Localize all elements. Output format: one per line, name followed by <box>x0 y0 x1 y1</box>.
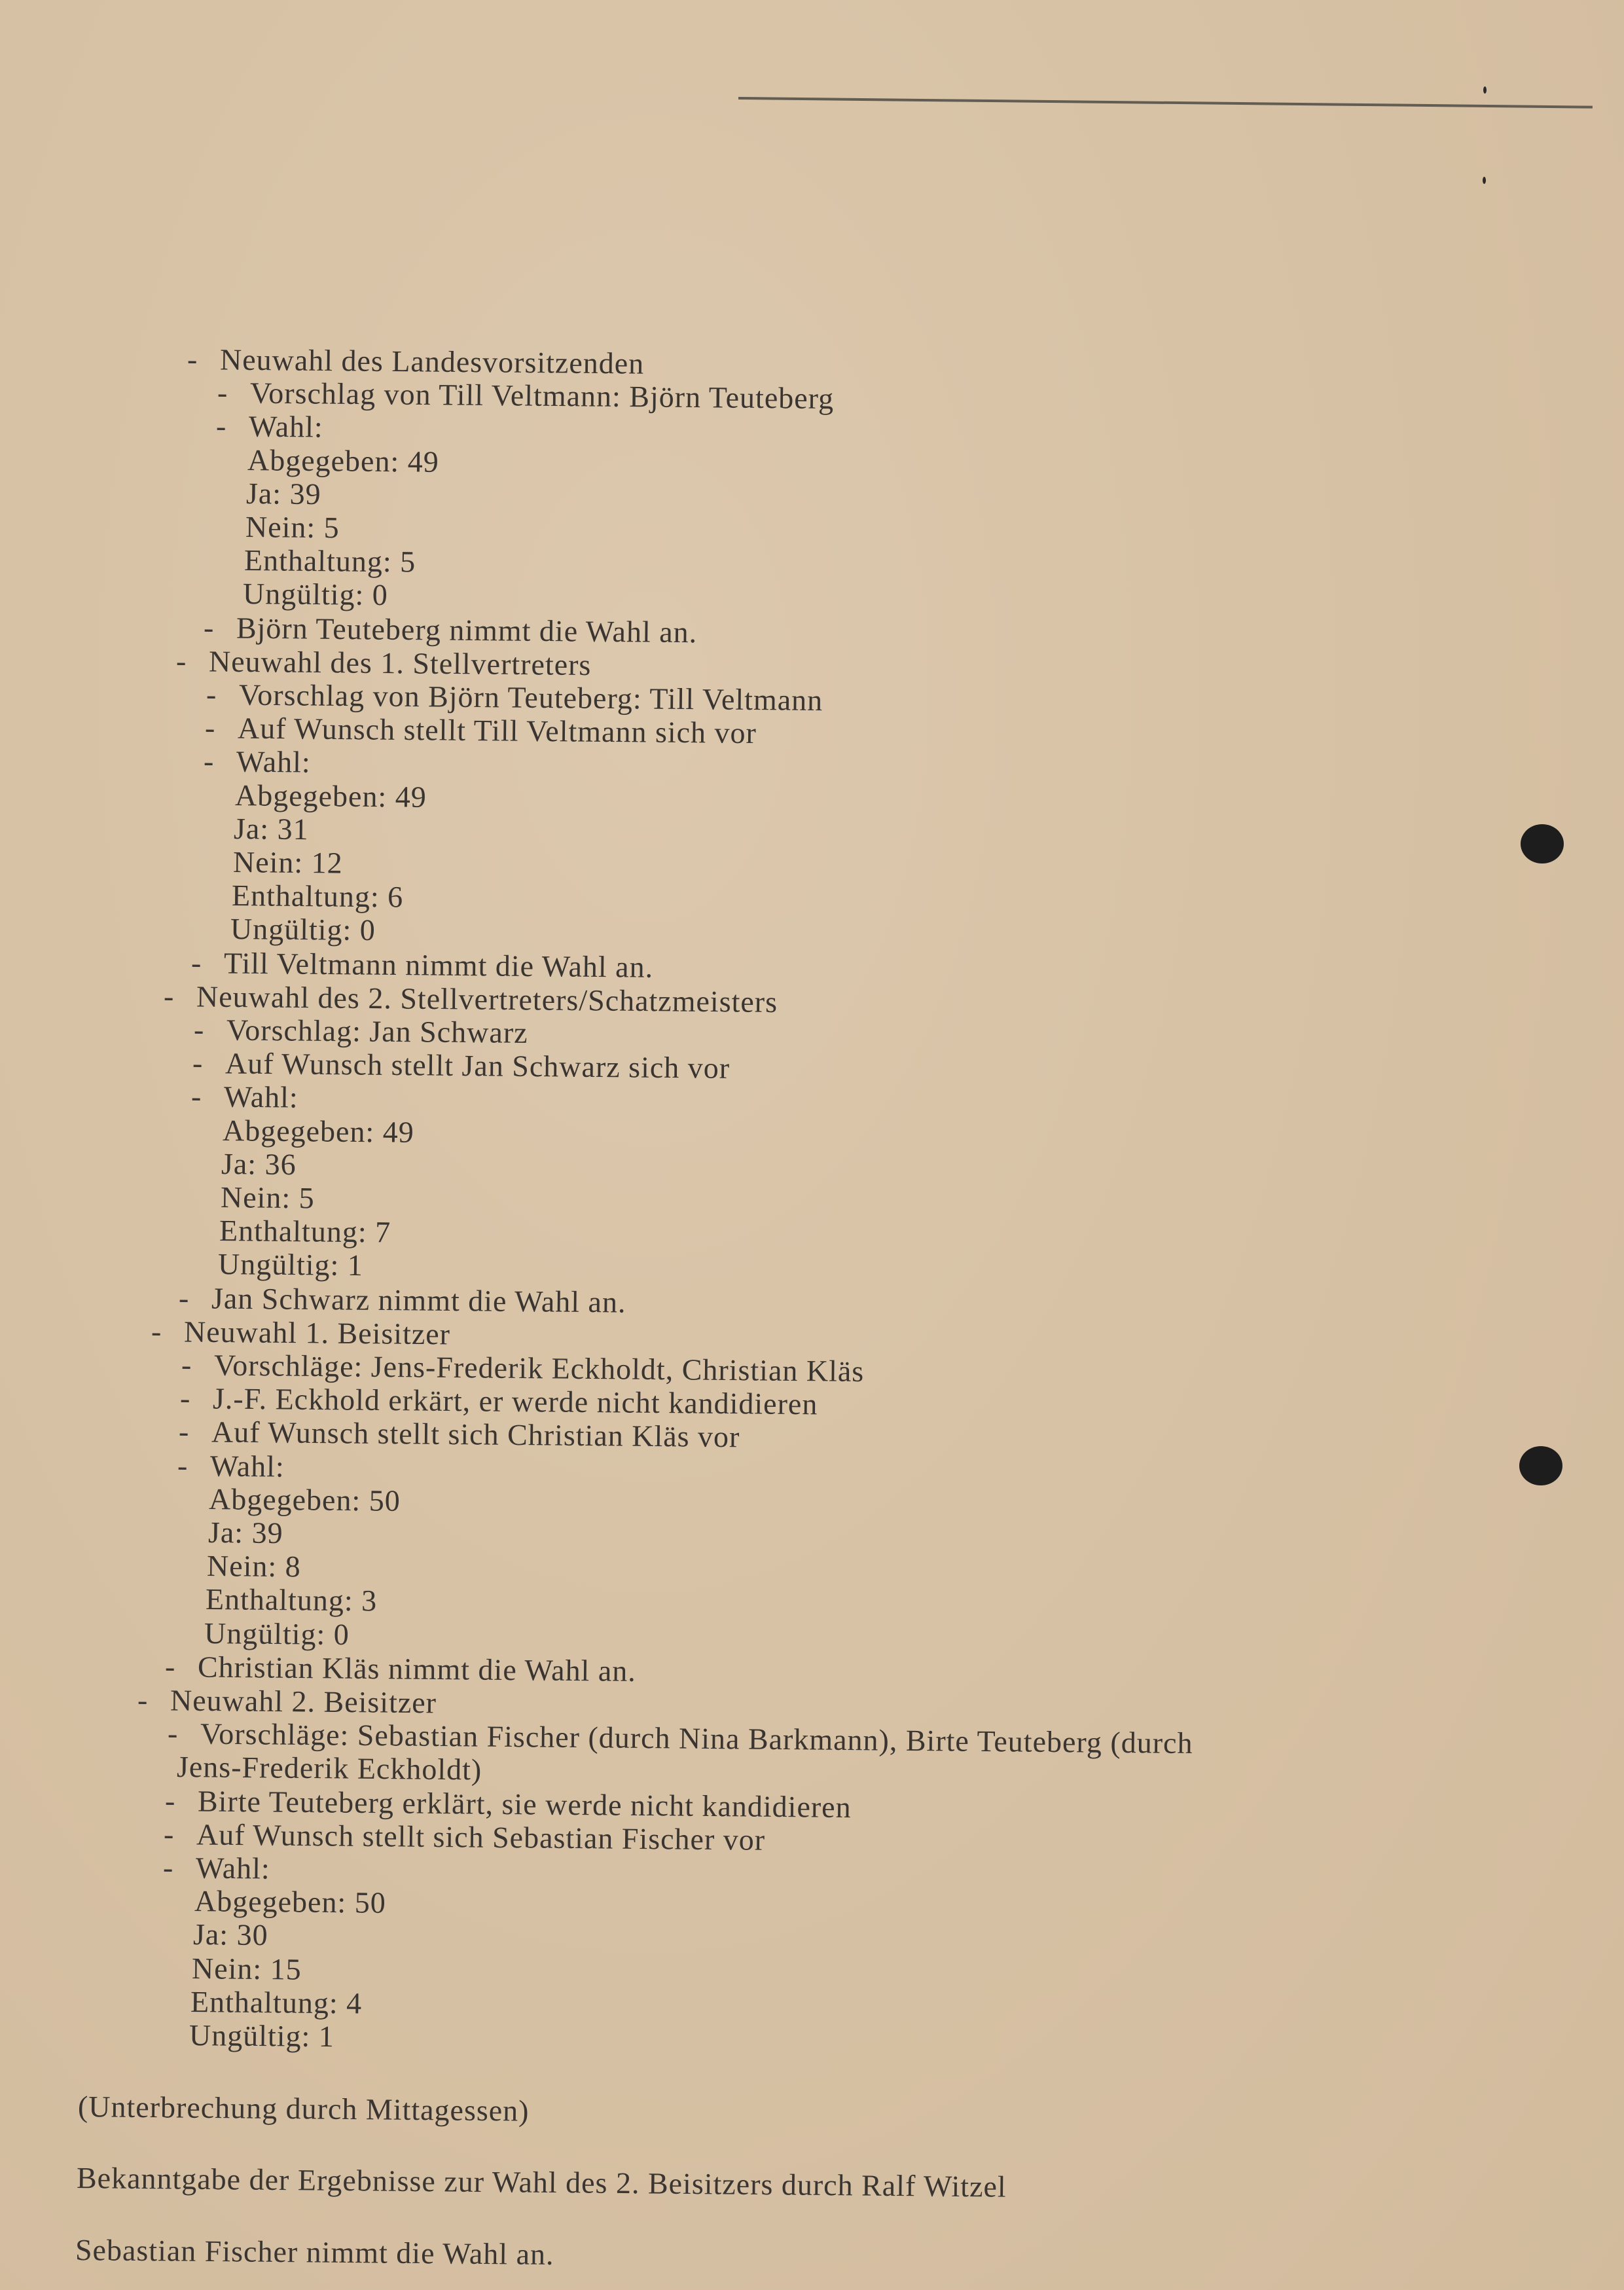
vote-result-text: Ungültig: 1 <box>189 2018 335 2054</box>
section-heading-text: Neuwahl 1. Beisitzer <box>183 1315 451 1351</box>
bullet-dash: - <box>179 1381 191 1415</box>
vote-result-text: Ungültig: 1 <box>217 1247 363 1282</box>
list-item <box>216 409 323 445</box>
vote-result <box>204 1616 350 1652</box>
vote-result <box>189 2018 334 2054</box>
margin-mark <box>1483 177 1486 184</box>
vote-result-text: Abgegeben: 49 <box>223 1113 415 1149</box>
bullet-dash: - <box>203 610 215 644</box>
vote-result <box>244 543 416 579</box>
section-heading <box>137 1682 437 1720</box>
vote-result <box>235 778 427 814</box>
election-outcome <box>191 945 654 985</box>
bullet-dash: - <box>206 678 217 712</box>
vote-result <box>223 1113 414 1150</box>
vote-result-text: Ja: 30 <box>192 1917 268 1952</box>
bullet-dash: - <box>163 979 175 1013</box>
list-item-text: Wahl: <box>248 409 324 444</box>
vote-result <box>192 1951 302 1987</box>
list-item <box>162 1850 270 1886</box>
bullet-dash: - <box>165 1783 176 1817</box>
bullet-dash: - <box>167 1717 179 1751</box>
vote-result-text: Nein: 5 <box>220 1180 315 1215</box>
paragraph-text: (Unterbrechung durch Mittagessen) <box>77 2090 530 2128</box>
section-heading-text: Neuwahl des Landesvorsitzenden <box>219 342 645 380</box>
vote-result-text: Enthaltung: 6 <box>231 879 403 914</box>
bullet-dash: - <box>190 945 202 979</box>
bullet-dash: - <box>204 711 216 745</box>
vote-result-text: Nein: 8 <box>206 1549 301 1584</box>
list-item <box>194 1012 528 1050</box>
vote-result <box>245 509 339 545</box>
vote-result <box>209 1481 401 1518</box>
vote-result-text: Nein: 15 <box>191 1951 302 1986</box>
list-item <box>191 1079 298 1115</box>
punch-hole <box>1521 824 1564 863</box>
list-item-text: Vorschläge: Jens-Frederik Eckholdt, Christian Kläs <box>213 1348 865 1389</box>
bullet-dash: - <box>137 1683 149 1717</box>
section-heading-text: Neuwahl 2. Beisitzer <box>170 1683 437 1720</box>
list-item-text: Auf Wunsch stellt Jan Schwarz sich vor <box>225 1046 731 1085</box>
bullet-dash: - <box>177 1448 189 1482</box>
vote-result-text: Ungültig: 0 <box>230 912 376 947</box>
list-item-text: Auf Wunsch stellt sich Sebastian Fischer vor <box>196 1817 766 1857</box>
bullet-dash: - <box>164 1649 176 1683</box>
bullet-dash: - <box>193 1013 205 1047</box>
list-item-continuation-text: Jens-Frederik Eckholdt) <box>176 1750 482 1787</box>
list-item-text: Wahl: <box>210 1449 285 1483</box>
vote-result <box>217 1246 363 1282</box>
vote-result-text: Ja: 39 <box>208 1516 283 1550</box>
section-heading-text: Neuwahl des 2. Stellvertreters/Schatzmeisters <box>196 979 778 1019</box>
bullet-dash: - <box>175 644 187 678</box>
list-item <box>204 744 311 780</box>
bullet-dash: - <box>203 744 215 778</box>
vote-result-text: Abgegeben: 50 <box>209 1481 401 1518</box>
vote-result <box>205 1582 377 1618</box>
section-heading-text: Neuwahl des 1. Stellvertreters <box>208 644 592 682</box>
bullet-dash: - <box>215 409 227 443</box>
list-item-text: Vorschlag von Björn Teuteberg: Till Veltmann <box>238 678 823 718</box>
vote-result <box>208 1515 283 1550</box>
bullet-dash: - <box>217 376 228 410</box>
list-item-text: Wahl: <box>236 744 312 779</box>
paragraph-text: Sebastian Fischer nimmt die Wahl an. <box>75 2232 555 2271</box>
vote-result-text: Ja: 31 <box>234 811 310 846</box>
margin-mark <box>1483 86 1487 94</box>
vote-result-text: Enthaltung: 3 <box>205 1582 378 1618</box>
bullet-dash: - <box>151 1314 162 1348</box>
list-item-text: Wahl: <box>195 1851 270 1885</box>
vote-result-text: Nein: 12 <box>232 845 343 880</box>
vote-result <box>206 1548 300 1584</box>
list-item <box>177 1448 285 1484</box>
bullet-dash: - <box>187 342 198 376</box>
bullet-dash: - <box>178 1281 190 1315</box>
vote-result <box>234 811 309 846</box>
vote-result-text: Ja: 39 <box>246 476 322 511</box>
vote-result-text: Abgegeben: 49 <box>247 443 440 479</box>
vote-result-text: Ungültig: 0 <box>204 1616 350 1651</box>
vote-result-text: Abgegeben: 50 <box>194 1884 386 1919</box>
bullet-dash: - <box>178 1415 190 1449</box>
election-outcome-text: Björn Teuteberg nimmt die Wahl an. <box>236 611 698 649</box>
paragraph <box>77 2160 1007 2204</box>
vote-result <box>219 1213 391 1250</box>
vote-result-text: Enthaltung: 4 <box>190 1984 363 2020</box>
list-item-text: Auf Wunsch stellt Till Veltmann sich vor <box>237 711 757 750</box>
vote-result <box>194 1883 386 1920</box>
paragraph-text: Bekanntgabe der Ergebnisse zur Wahl des 2. Beisitzers durch Ralf Witzel <box>76 2161 1007 2204</box>
bullet-dash: - <box>164 1817 175 1851</box>
vote-result-text: Enthaltung: 5 <box>244 543 416 579</box>
vote-result <box>231 878 403 915</box>
vote-result <box>242 576 388 612</box>
section-heading <box>151 1314 451 1351</box>
vote-result <box>190 1984 363 2021</box>
vote-result-text: Ja: 36 <box>221 1146 297 1181</box>
election-outcome <box>165 1649 636 1688</box>
vote-result-text: Enthaltung: 7 <box>219 1214 391 1249</box>
vote-result <box>246 476 321 511</box>
bullet-dash: - <box>190 1080 202 1114</box>
top-rule-line <box>738 97 1593 109</box>
paragraph <box>75 2232 554 2272</box>
list-item-text: Wahl: <box>223 1080 299 1114</box>
election-outcome <box>204 610 698 649</box>
election-outcome <box>179 1281 626 1320</box>
bullet-dash: - <box>181 1348 192 1382</box>
paragraph <box>78 2089 530 2128</box>
vote-result <box>221 1146 297 1182</box>
list-item-text: Auf Wunsch stellt sich Christian Kläs vor <box>211 1415 740 1454</box>
vote-result-text: Ungültig: 0 <box>242 577 388 612</box>
election-outcome-text: Jan Schwarz nimmt die Wahl an. <box>211 1281 626 1319</box>
vote-result <box>230 911 375 947</box>
section-heading <box>176 644 592 682</box>
vote-result <box>247 443 439 479</box>
list-item-text: J.-F. Eckhold erkärt, er werde nicht kandidieren <box>212 1381 818 1421</box>
bullet-dash: - <box>192 1046 204 1080</box>
election-outcome-text: Till Veltmann nimmt die Wahl an. <box>223 946 654 984</box>
list-item-text: Vorschlag von Till Veltmann: Björn Teuteberg <box>249 376 835 416</box>
vote-result <box>192 1917 268 1952</box>
election-outcome-text: Christian Kläs nimmt die Wahl an. <box>197 1650 636 1688</box>
vote-result-text: Abgegeben: 49 <box>235 778 427 814</box>
list-item-text: Vorschläge: Sebastian Fischer (durch Nina Barkmann), Birte Teuteberg (durch <box>200 1717 1193 1760</box>
list-item-text: Vorschlag: Jan Schwarz <box>226 1013 528 1049</box>
vote-result <box>232 845 342 881</box>
list-item-continuation <box>177 1749 482 1787</box>
vote-result-text: Nein: 5 <box>245 510 340 545</box>
bullet-dash: - <box>162 1851 174 1885</box>
list-item-text: Birte Teuteberg erklärt, sie werde nicht kandidieren <box>198 1784 852 1824</box>
vote-result <box>220 1180 314 1215</box>
punch-hole <box>1519 1446 1562 1485</box>
